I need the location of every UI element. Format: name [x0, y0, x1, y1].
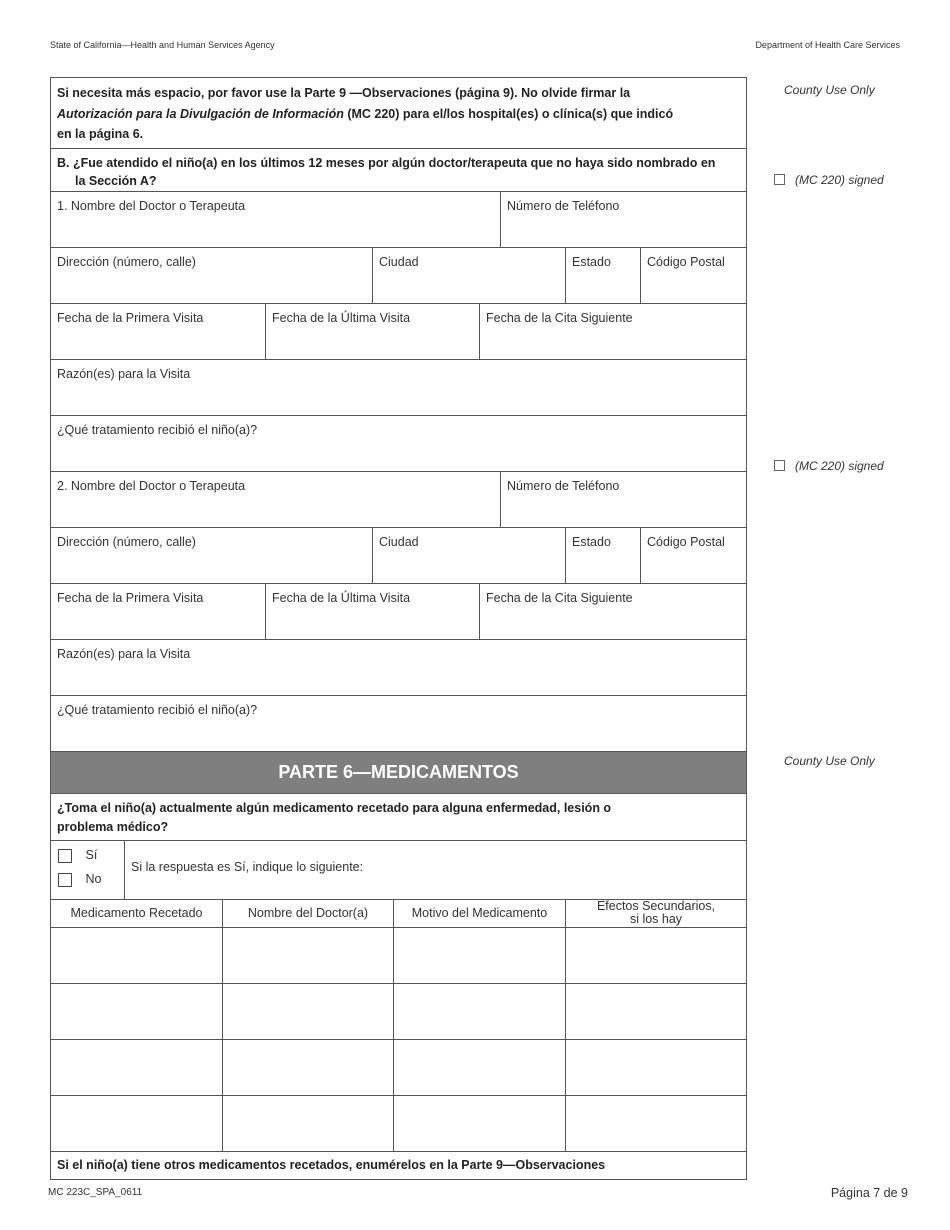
doctor-2-reason-row: [51, 640, 746, 696]
instructions-line3: en la página 6.: [57, 127, 144, 141]
doctor-1-zip-field[interactable]: [640, 248, 746, 303]
doctor-2-treatment-field[interactable]: [51, 696, 746, 751]
doctor-cell[interactable]: [222, 1096, 393, 1151]
doctor-1-first-visit-label: Fecha de la Primera Visita: [57, 311, 204, 325]
doctor-1-address-field[interactable]: [51, 248, 372, 303]
department-header: Department of Health Care Services: [755, 40, 900, 50]
if-yes-text: Si la respuesta es Sí, indique lo siguiente:: [131, 860, 364, 874]
side-effects-cell[interactable]: [565, 928, 746, 983]
form-code: MC 223C_SPA_0611: [48, 1187, 143, 1198]
doctor-2-zip-label: Código Postal: [647, 535, 725, 549]
doctor-2-name-row: [51, 472, 746, 528]
doctor-1-zip-label: Código Postal: [647, 255, 725, 269]
doctor-2-city-field[interactable]: [372, 528, 565, 583]
column-header-reason: Motivo del Medicamento: [393, 900, 565, 927]
medication-table-header: [51, 900, 746, 928]
part-6-title: PARTE 6—MEDICAMENTOS: [51, 752, 746, 794]
doctor-1-treatment-label: ¿Qué tratamiento recibió el niño(a)?: [57, 423, 258, 437]
instructions-text: [51, 78, 746, 145]
doctor-2-address-label: Dirección (número, calle): [57, 535, 196, 549]
medication-cell[interactable]: [51, 984, 222, 1039]
column-header-medication: Medicamento Recetado: [70, 906, 203, 920]
doctor-2-treatment-label: ¿Qué tratamiento recibió el niño(a)?: [57, 703, 258, 717]
doctor-1-first-visit-field[interactable]: [51, 304, 265, 359]
mc220-signed-2: [774, 459, 884, 473]
county-use-label-2: County Use Only: [784, 754, 875, 768]
table-row: [51, 928, 746, 984]
doctor-2-phone-field[interactable]: [500, 472, 746, 527]
column-header-doctor: Nombre del Doctor(a): [222, 900, 393, 927]
doctor-1-last-visit-field[interactable]: [265, 304, 479, 359]
part-6-yes-no-row: [51, 841, 746, 900]
side-effects-cell[interactable]: [565, 984, 746, 1039]
no-label: No: [85, 872, 102, 886]
part-6-question-line1: ¿Toma el niño(a) actualmente algún medicamento recetado para alguna enfermedad, lesión o: [57, 801, 612, 815]
county-use-label-1: County Use Only: [784, 83, 875, 97]
if-yes-instruction: [124, 841, 746, 899]
no-checkbox[interactable]: [58, 873, 72, 887]
doctor-1-reason-label: Razón(es) para la Visita: [57, 367, 191, 381]
instructions-box: [51, 78, 746, 149]
section-b-question: [51, 149, 746, 192]
doctor-1-next-visit-field[interactable]: [479, 304, 746, 359]
instructions-line1: Si necesita más espacio, por favor use la Parte 9 —Observaciones (página 9). No olvide firmar la: [57, 86, 631, 100]
doctor-2-reason-label: Razón(es) para la Visita: [57, 647, 191, 661]
mc220-signed-label-2: (MC 220) signed: [795, 459, 884, 473]
doctor-1-state-field[interactable]: [565, 248, 640, 303]
other-medications-note: Si el niño(a) tiene otros medicamentos recetados, enumérelos en la Parte 9—Observaciones: [51, 1152, 746, 1180]
doctor-1-address-row: [51, 248, 746, 304]
yes-no-options: [51, 841, 124, 899]
doctor-1-last-visit-label: Fecha de la Última Visita: [272, 311, 411, 325]
doctor-1-phone-field[interactable]: [500, 192, 746, 247]
page-number: Página 7 de 9: [830, 1186, 908, 1200]
doctor-2-next-visit-field[interactable]: [479, 584, 746, 639]
mc220-signed-1: [774, 173, 884, 187]
doctor-2-name-label: 2. Nombre del Doctor o Terapeuta: [57, 479, 246, 493]
doctor-1-name-label: 1. Nombre del Doctor o Terapeuta: [57, 199, 246, 213]
section-b-question-line1: B. ¿Fue atendido el niño(a) en los últimos 12 meses por algún doctor/terapeuta que no haya sido nombrado en: [57, 156, 716, 170]
doctor-1-address-label: Dirección (número, calle): [57, 255, 196, 269]
side-effects-cell[interactable]: [565, 1040, 746, 1095]
doctor-2-dates-row: [51, 584, 746, 640]
yes-label: Sí: [85, 848, 98, 862]
medication-cell[interactable]: [51, 1096, 222, 1151]
reason-cell[interactable]: [393, 984, 565, 1039]
doctor-1-treatment-field[interactable]: [51, 416, 746, 471]
reason-cell[interactable]: [393, 1096, 565, 1151]
doctor-2-first-visit-field[interactable]: [51, 584, 265, 639]
part-6-question-line2: problema médico?: [57, 820, 169, 834]
doctor-2-name-field[interactable]: [51, 472, 500, 527]
doctor-1-name-row: [51, 192, 746, 248]
reason-cell[interactable]: [393, 1040, 565, 1095]
doctor-1-reason-field[interactable]: [51, 360, 746, 415]
doctor-2-treatment-row: [51, 696, 746, 752]
column-header-side-effects: Efectos Secundarios, si los hay: [565, 900, 746, 927]
doctor-2-next-visit-label: Fecha de la Cita Siguiente: [486, 591, 633, 605]
doctor-2-address-row: [51, 528, 746, 584]
doctor-1-city-field[interactable]: [372, 248, 565, 303]
doctor-2-state-label: Estado: [572, 535, 611, 549]
doctor-2-zip-field[interactable]: [640, 528, 746, 583]
doctor-2-address-field[interactable]: [51, 528, 372, 583]
doctor-2-state-field[interactable]: [565, 528, 640, 583]
part-6-question: [51, 794, 746, 841]
doctor-cell[interactable]: [222, 984, 393, 1039]
agency-header: State of California—Health and Human Services Agency: [50, 40, 275, 50]
doctor-1-treatment-row: [51, 416, 746, 472]
doctor-1-reason-row: [51, 360, 746, 416]
yes-checkbox[interactable]: [58, 849, 72, 863]
form-table: [50, 77, 747, 1180]
mc220-signed-label-1: (MC 220) signed: [795, 173, 884, 187]
doctor-2-city-label: Ciudad: [379, 535, 419, 549]
table-row: [51, 1096, 746, 1152]
medication-cell[interactable]: [51, 1040, 222, 1095]
side-effects-cell[interactable]: [565, 1096, 746, 1151]
doctor-1-dates-row: [51, 304, 746, 360]
doctor-1-next-visit-label: Fecha de la Cita Siguiente: [486, 311, 633, 325]
doctor-cell[interactable]: [222, 928, 393, 983]
doctor-1-phone-label: Número de Teléfono: [507, 199, 620, 213]
doctor-cell[interactable]: [222, 1040, 393, 1095]
medication-cell[interactable]: [51, 928, 222, 983]
doctor-2-reason-field[interactable]: [51, 640, 746, 695]
section-b-question-line2: la Sección A?: [75, 174, 157, 188]
doctor-2-last-visit-field[interactable]: [265, 584, 479, 639]
doctor-2-phone-label: Número de Teléfono: [507, 479, 620, 493]
doctor-2-first-visit-label: Fecha de la Primera Visita: [57, 591, 204, 605]
authorization-form-name: Autorización para la Divulgación de Información: [57, 106, 344, 121]
doctor-2-last-visit-label: Fecha de la Última Visita: [272, 591, 411, 605]
table-row: [51, 984, 746, 1040]
doctor-1-name-field[interactable]: [51, 192, 500, 247]
table-row: [51, 1040, 746, 1096]
doctor-1-city-label: Ciudad: [379, 255, 419, 269]
mc220-signed-checkbox-2[interactable]: [774, 460, 785, 471]
reason-cell[interactable]: [393, 928, 565, 983]
instructions-line2: (MC 220) para el/los hospital(es) o clínica(s) que indicó: [343, 106, 674, 121]
doctor-1-state-label: Estado: [572, 255, 611, 269]
mc220-signed-checkbox-1[interactable]: [774, 174, 785, 185]
